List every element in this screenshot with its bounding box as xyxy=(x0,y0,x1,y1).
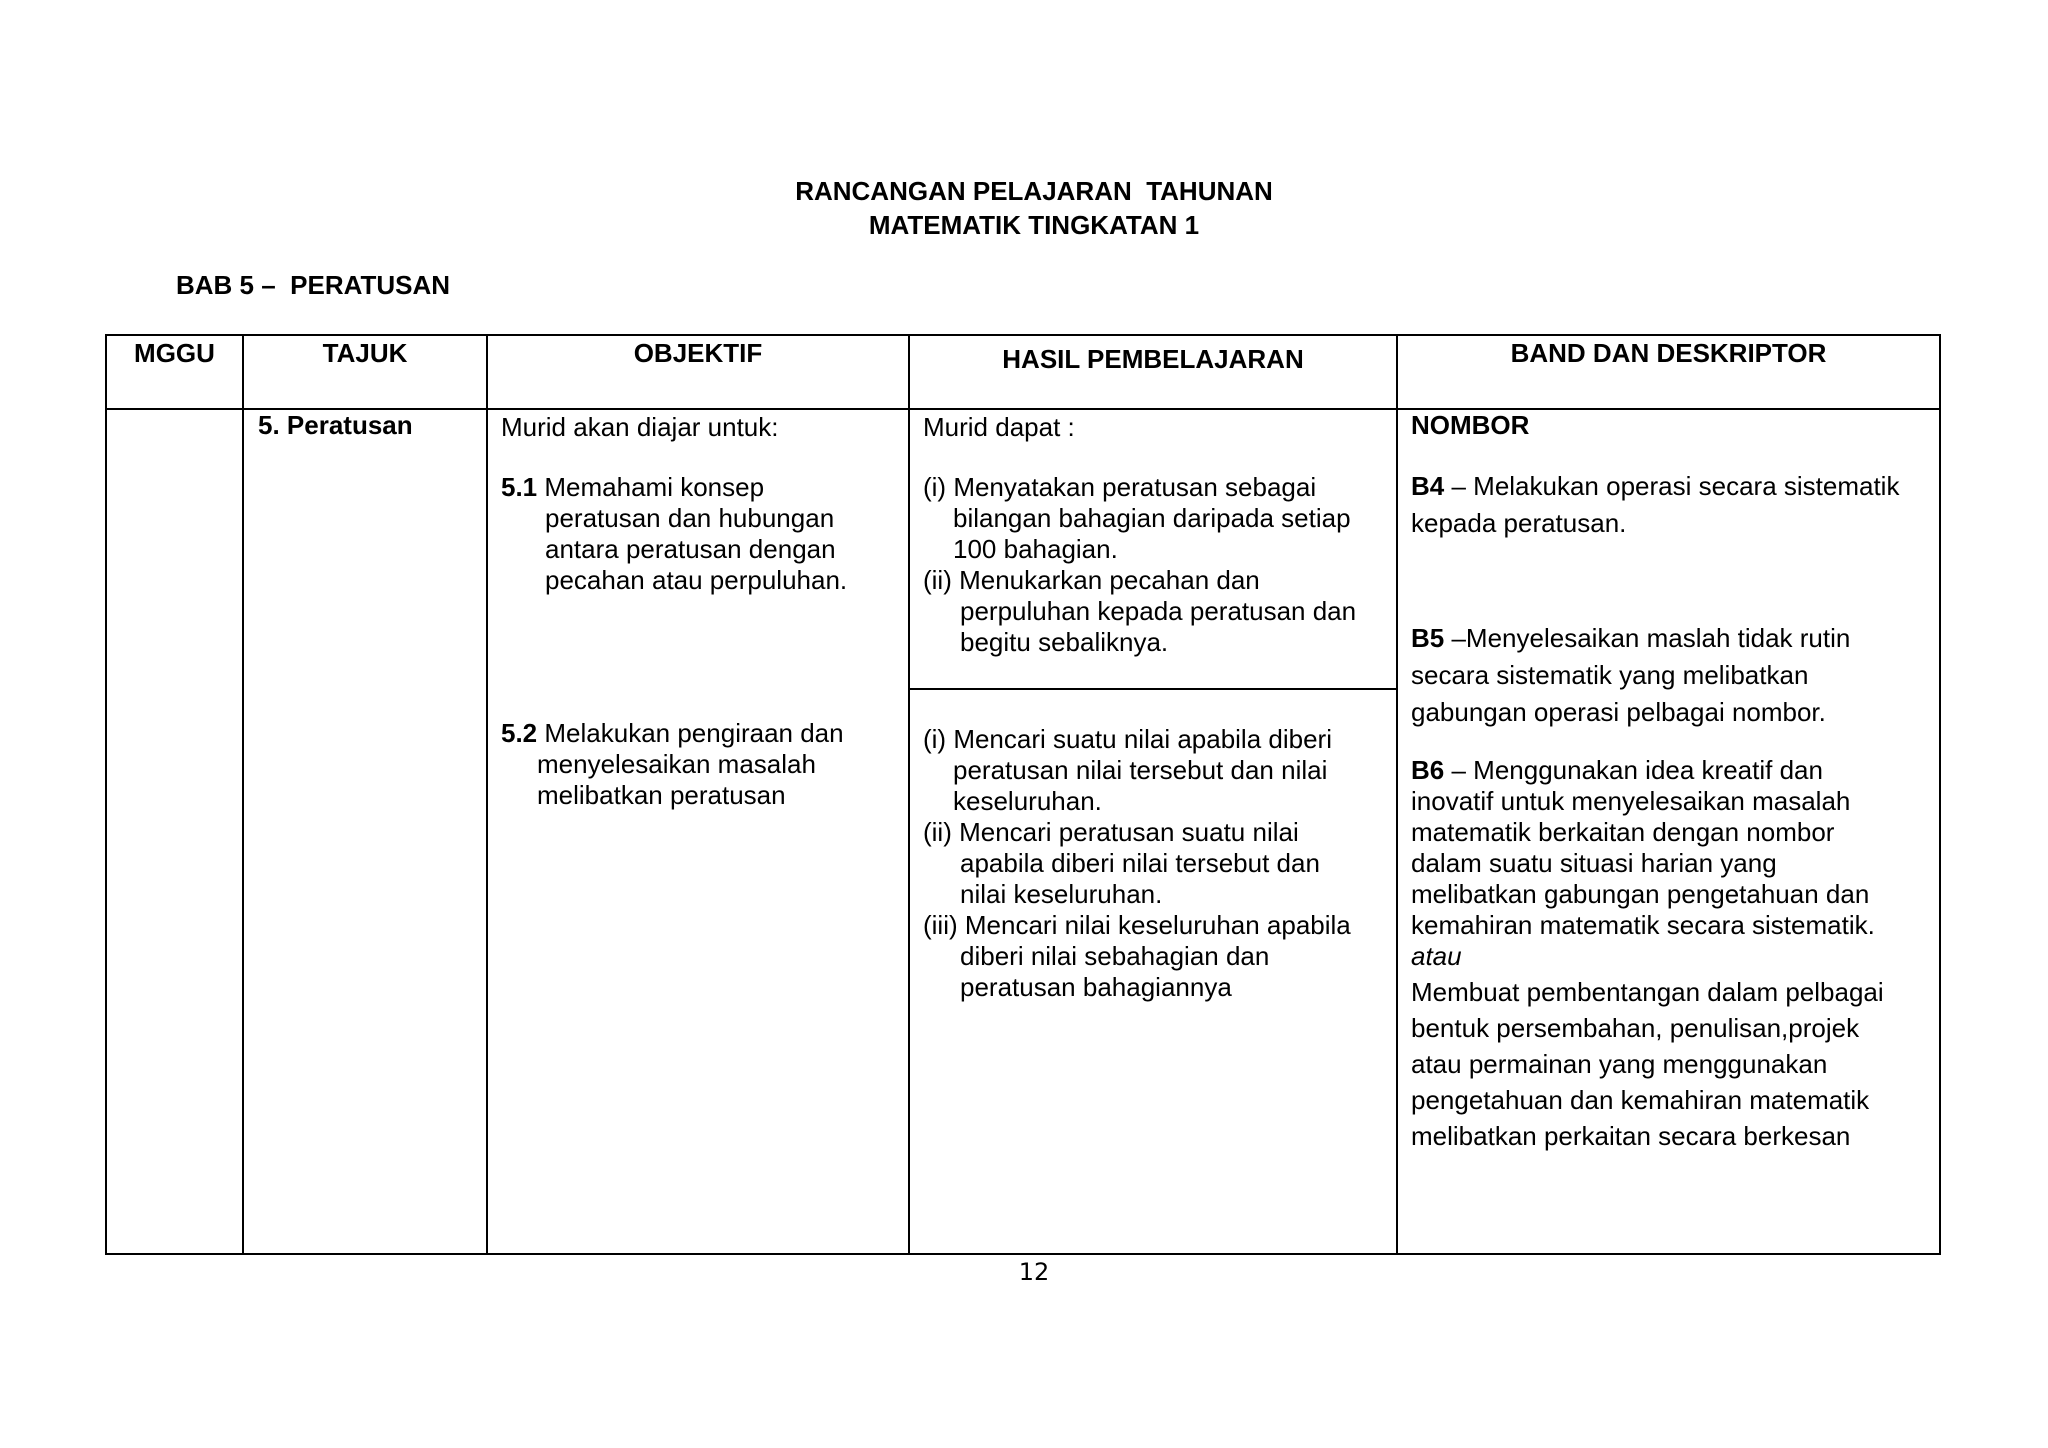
objective-5-1-number: 5.1 xyxy=(501,472,538,502)
column-header-hasil: HASIL PEMBELAJARAN xyxy=(909,335,1397,409)
outcome-intro: Murid dapat : xyxy=(923,412,1075,442)
outcome-item: (i) Mencari suatu nilai apabila diberi xyxy=(923,724,1332,754)
chapter-heading: BAB 5 – PERATUSAN xyxy=(176,270,451,300)
cell-objektif xyxy=(487,409,909,1254)
band-alternative: Membuat pembentangan dalam pelbagai bentuk persembahan, penulisan,projek atau permainan yang menggunakan pengetahuan dan kemahiran matematik melibatkan perkaitan secara berkesan xyxy=(1411,977,1884,1151)
band-b6: B6 – Menggunakan idea kreatif dan inovatif untuk menyelesaikan masalah matematik berkaitan dengan nombor dalam suatu situasi harian yang melibatkan gabungan pengetahuan dan kemahiran matematik secara sistematik. atau xyxy=(1411,755,1875,971)
title-line-1: RANCANGAN PELAJARAN TAHUNAN xyxy=(795,176,1273,206)
outcome-item: (ii) Mencari peratusan suatu nilai xyxy=(923,817,1299,847)
lesson-plan-table xyxy=(105,334,1941,1255)
outcome-item: (iii) Mencari nilai keseluruhan apabila xyxy=(923,910,1351,940)
objective-intro: Murid akan diajar untuk: xyxy=(501,412,779,442)
band-code: B4 xyxy=(1411,471,1445,501)
objective-5-1: 5.1 Memahami konsep peratusan dan hubungan antara peratusan dengan pecahan atau perpuluhan. xyxy=(501,472,848,595)
cell-hasil xyxy=(909,409,1397,1254)
band-heading: NOMBOR xyxy=(1411,410,1530,440)
objective-5-2-number: 5.2 xyxy=(501,718,538,748)
band-code: B6 xyxy=(1411,755,1445,785)
band-b4: B4 – Melakukan operasi secara sistematik kepada peratusan. xyxy=(1411,471,1900,538)
page-number: 12 xyxy=(1018,1258,1050,1286)
band-atau: atau xyxy=(1411,941,1462,971)
outcome-group-2: (i) Mencari suatu nilai apabila diberi peratusan nilai tersebut dan nilai keseluruhan. (ii) Mencari peratusan suatu nilai apabila diberi nilai tersebut dan nilai keseluruhan. (iii) Mencari nilai keseluruhan apabila diberi nilai sebahagian dan peratusan bahagiannya xyxy=(923,724,1351,1002)
outcome-item: (i) Menyatakan peratusan sebagai xyxy=(923,472,1317,502)
document-title xyxy=(0,174,2048,242)
column-header-mggu: MGGU xyxy=(106,335,243,409)
column-header-band: BAND DAN DESKRIPTOR xyxy=(1397,335,1940,409)
outcome-item: (ii) Menukarkan pecahan dan xyxy=(923,565,1260,595)
outcome-group-1: (i) Menyatakan peratusan sebagai bilangan bahagian daripada setiap 100 bahagian. (ii) Menukarkan pecahan dan perpuluhan kepada peratusan dan begitu sebaliknya. xyxy=(923,472,1357,657)
column-header-tajuk: TAJUK xyxy=(243,335,487,409)
band-code: B5 xyxy=(1411,623,1445,653)
cell-band xyxy=(1397,409,1940,1254)
title-line-2: MATEMATIK TINGKATAN 1 xyxy=(868,210,1200,240)
outcome-divider xyxy=(910,688,1396,690)
cell-tajuk xyxy=(243,409,487,1254)
table-header-row xyxy=(106,335,1940,409)
objective-5-2: 5.2 Melakukan pengiraan dan menyelesaikan masalah melibatkan peratusan xyxy=(501,718,844,810)
band-b5: B5 –Menyelesaikan maslah tidak rutin secara sistematik yang melibatkan gabungan operasi pelbagai nombor. xyxy=(1411,623,1851,727)
cell-mggu xyxy=(106,409,243,1254)
topic-title: 5. Peratusan xyxy=(258,410,413,440)
column-header-objektif: OBJEKTIF xyxy=(487,335,909,409)
table-row xyxy=(106,409,1940,1254)
